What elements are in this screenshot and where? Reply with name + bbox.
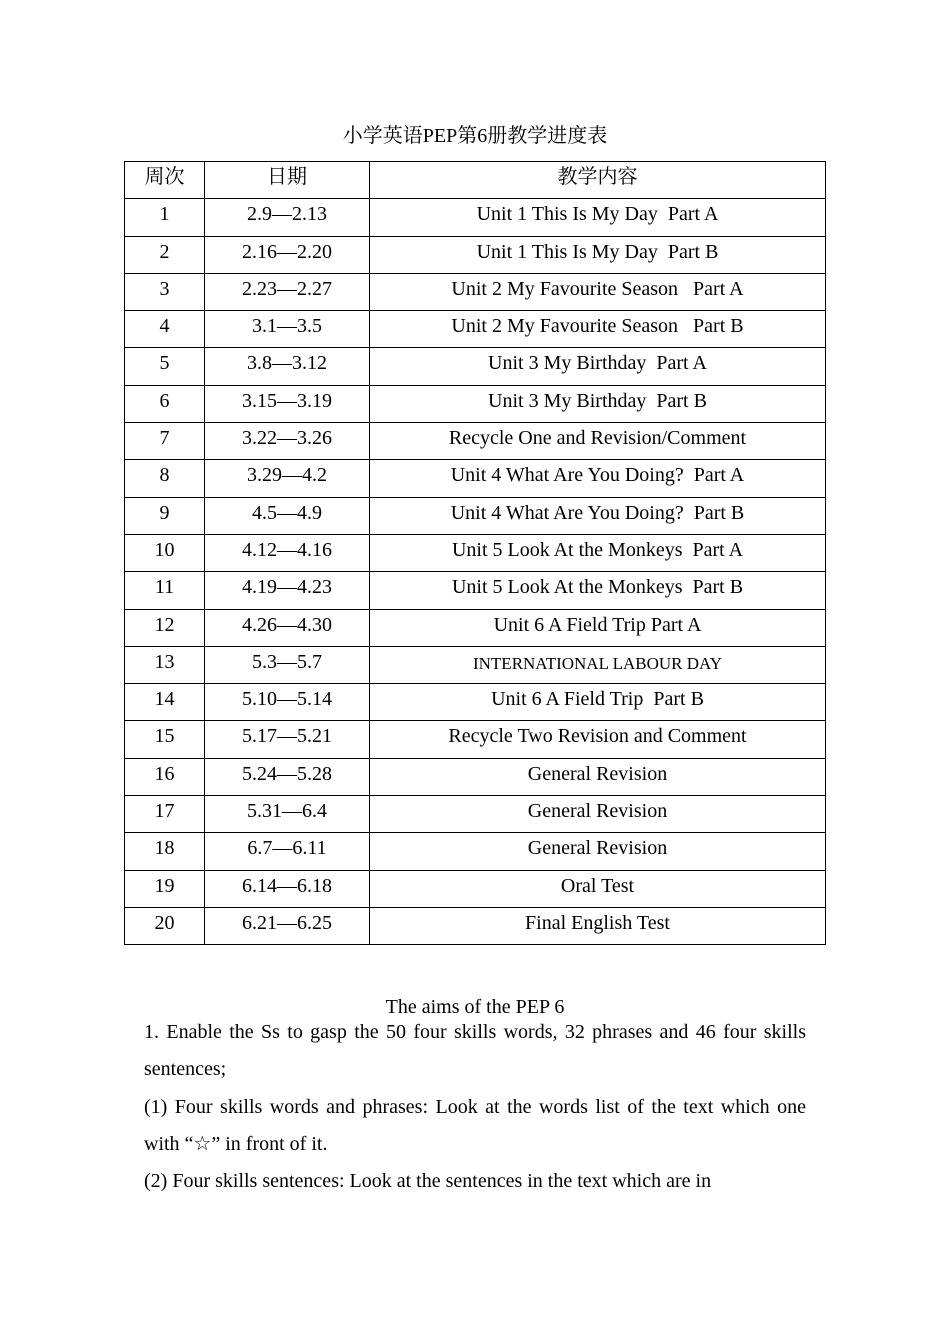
date-cell: 4.12—4.16	[205, 534, 370, 571]
date-cell: 2.9—2.13	[205, 199, 370, 236]
table-row	[125, 497, 826, 534]
table-header-row	[125, 162, 826, 199]
week-cell: 14	[125, 684, 205, 721]
header-week: 周次	[125, 162, 205, 199]
date-cell: 4.5—4.9	[205, 497, 370, 534]
date-cell: 4.19—4.23	[205, 572, 370, 609]
date-cell: 3.29—4.2	[205, 460, 370, 497]
week-cell: 20	[125, 907, 205, 944]
table-row	[125, 758, 826, 795]
date-cell: 4.26—4.30	[205, 609, 370, 646]
table-row	[125, 273, 826, 310]
table-row	[125, 721, 826, 758]
week-cell: 4	[125, 311, 205, 348]
date-cell: 6.14—6.18	[205, 870, 370, 907]
content-cell: Recycle Two Revision and Comment	[370, 721, 826, 758]
table-row	[125, 833, 826, 870]
table-row	[125, 572, 826, 609]
aims-paragraph: (1) Four skills words and phrases: Look at the words list of the text which one with “☆” in front of it.	[144, 1095, 806, 1155]
aims-paragraph: 1. Enable the Ss to gasp the 50 four skills words, 32 phrases and 46 four skills sentences;	[144, 1021, 806, 1081]
content-cell: Unit 4 What Are You Doing? Part A	[370, 460, 826, 497]
table-row	[125, 385, 826, 422]
week-cell: 10	[125, 534, 205, 571]
date-cell: 3.8—3.12	[205, 348, 370, 385]
date-cell: 2.16—2.20	[205, 236, 370, 273]
content-cell: Unit 5 Look At the Monkeys Part A	[370, 534, 826, 571]
table-row	[125, 236, 826, 273]
week-cell: 19	[125, 870, 205, 907]
date-cell: 5.24—5.28	[205, 758, 370, 795]
table-row	[125, 423, 826, 460]
date-cell: 2.23—2.27	[205, 273, 370, 310]
week-cell: 7	[125, 423, 205, 460]
content-cell: Unit 2 My Favourite Season Part B	[370, 311, 826, 348]
content-cell: General Revision	[370, 758, 826, 795]
week-cell: 3	[125, 273, 205, 310]
content-cell: Final English Test	[370, 907, 826, 944]
date-cell: 5.10—5.14	[205, 684, 370, 721]
content-cell: Recycle One and Revision/Comment	[370, 423, 826, 460]
date-cell: 5.17—5.21	[205, 721, 370, 758]
table-row	[125, 907, 826, 944]
table-row	[125, 199, 826, 236]
week-cell: 12	[125, 609, 205, 646]
table-row	[125, 348, 826, 385]
header-date: 日期	[205, 162, 370, 199]
week-cell: 8	[125, 460, 205, 497]
date-cell: 5.31—6.4	[205, 796, 370, 833]
content-cell: INTERNATIONAL LABOUR DAY	[370, 646, 826, 683]
content-cell: General Revision	[370, 833, 826, 870]
week-cell: 2	[125, 236, 205, 273]
table-row	[125, 870, 826, 907]
table-row	[125, 646, 826, 683]
content-cell: Oral Test	[370, 870, 826, 907]
date-cell: 6.7—6.11	[205, 833, 370, 870]
content-cell: Unit 3 My Birthday Part A	[370, 348, 826, 385]
content-cell: Unit 1 This Is My Day Part A	[370, 199, 826, 236]
content-cell: Unit 6 A Field Trip Part A	[370, 609, 826, 646]
aims-body	[144, 1014, 806, 1200]
date-cell: 6.21—6.25	[205, 907, 370, 944]
week-cell: 16	[125, 758, 205, 795]
date-cell: 5.3—5.7	[205, 646, 370, 683]
table-row	[125, 311, 826, 348]
aims-title: The aims of the PEP 6	[385, 996, 565, 1018]
week-cell: 18	[125, 833, 205, 870]
date-cell: 3.22—3.26	[205, 423, 370, 460]
content-cell: Unit 3 My Birthday Part B	[370, 385, 826, 422]
week-cell: 1	[125, 199, 205, 236]
week-cell: 9	[125, 497, 205, 534]
week-cell: 13	[125, 646, 205, 683]
content-cell: Unit 4 What Are You Doing? Part B	[370, 497, 826, 534]
week-cell: 5	[125, 348, 205, 385]
week-cell: 17	[125, 796, 205, 833]
table-row	[125, 534, 826, 571]
page-title: 小学英语PEP第6册教学进度表	[342, 125, 608, 147]
header-content: 教学内容	[370, 162, 826, 199]
table-row	[125, 796, 826, 833]
table-row	[125, 684, 826, 721]
week-cell: 6	[125, 385, 205, 422]
content-cell: Unit 1 This Is My Day Part B	[370, 236, 826, 273]
content-cell: Unit 5 Look At the Monkeys Part B	[370, 572, 826, 609]
week-cell: 11	[125, 572, 205, 609]
schedule-table	[124, 161, 826, 945]
aims-paragraph: (2) Four skills sentences: Look at the sentences in the text which are in	[144, 1170, 712, 1193]
content-cell: Unit 6 A Field Trip Part B	[370, 684, 826, 721]
content-cell: General Revision	[370, 796, 826, 833]
week-cell: 15	[125, 721, 205, 758]
table-row	[125, 609, 826, 646]
date-cell: 3.15—3.19	[205, 385, 370, 422]
table-row	[125, 460, 826, 497]
content-cell: Unit 2 My Favourite Season Part A	[370, 273, 826, 310]
date-cell: 3.1—3.5	[205, 311, 370, 348]
